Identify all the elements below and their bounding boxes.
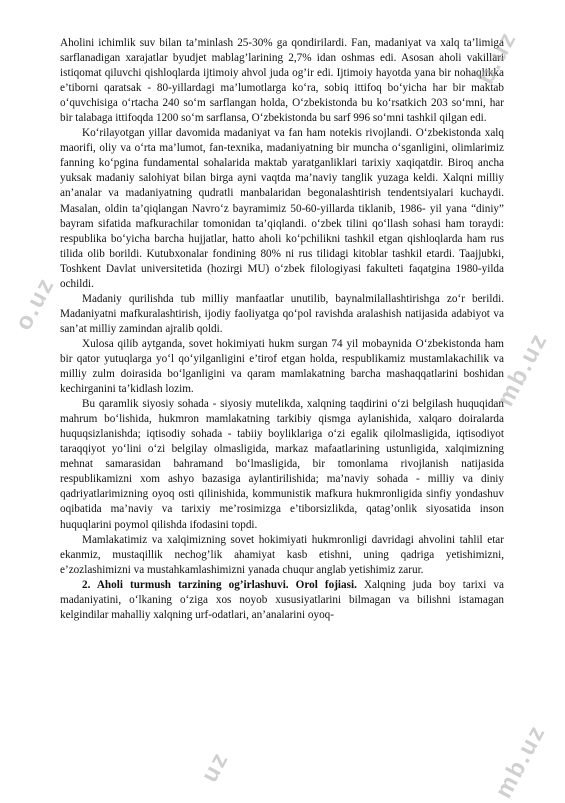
watermark-fragment: mb.uz — [492, 327, 554, 411]
watermark-fragment: mb.uz — [490, 719, 552, 803]
watermark-fragment: o.uz — [10, 272, 61, 335]
section-heading: 2. Aholi turmush tarzining og’irlashuvi. Orol fojiasi. — [82, 578, 357, 591]
paragraph-water-supply: Aholini ichimlik suv bilan ta’minlash 25-30% ga qondirilardi. Fan, madaniyat va xalq ta’limiga sarflanadigan xarajatlar byudjet mablag’larining 2,7% idan oshmas edi. Asosan aholi vakillari istiqomat qiluvchi qishloqlarda ijtimoiy ahvol juda og’ir edi. Ijtimoiy hayotda yana bir nohaqlikka e’tiborni qaratsak - 80-yillardagi ma’lumotlarga ko‘ra, sobiq ittifoq bo‘yicha har bir maktab o‘quvchisiga o‘rtacha 240 so‘m sarflangan holda, O‘zbekistonda bu ko‘rsatkich 203 so‘mni, har bir talabaga ittifoqda 1200 so‘m sarflansa, O‘zbekistonda bu sarf 996 so‘mni tashkil qilgan edi. — [60, 37, 504, 125]
section-paragraph — [60, 578, 504, 623]
watermark-fragment: b.uz — [472, 26, 523, 89]
paragraph-conclusion: Xulosa qilib aytganda, sovet hokimiyati hukm surgan 74 yil mobaynida O‘zbekistonda ham bir qator yutuqlarga yo‘l qo‘yilganligini e’tirof etgan holda, respublikamiz mustamlakachilik va milliy zulm doirasida bo‘lganligini va qaram mamlakatning barcha mashaqqatlarini boshidan kechirganini ta’kidlash lozim. — [60, 337, 504, 396]
section-text: Xalqning juda boy tarixi va madaniyatini, o‘lkaning o‘ziga xos noyob xususiyatlarini bilmagan va bilishni istamagan kelgindilar mahalliy xalqning urf-odatlari, an’analarini oyoq- — [60, 578, 504, 621]
paragraph-culture-science: Ko‘rilayotgan yillar davomida madaniyat va fan ham notekis rivojlandi. O‘zbekistonda xalq maorifi, oliy va o‘rta ma’lumot, fan-texnika, madaniyatning bir muncha o‘sganligini, olimlarimiz fanning ko‘pgina fundamental sohalarida maktab yaratganliklari tarixiy xaqiqatdir. Biroq ancha yuksak madaniy salohiyat bilan birga ayni vaqtda ma’naviy tanglik yuzaga keldi. Xalqni milliy an’analar va madaniyatning qudratli manbalaridan begonalashtirish tendentsiyalari kuchaydi. Masalan, oldin ta’qiqlangan Navro‘z bayramimiz 50-60-yillarda tiklanib, 1986- yil yana “diniy” bayram sifatida mafkurachilar tomonidan ta’qiqlandi. o‘zbek tilini qo‘llash sohasi ham toraydi: respublika bo‘yicha barcha hujjatlar, hatto aholi ko‘pchilikni tashkil etgan qishloqlarda ham rus tilida olib borildi. Kutubxonalar fondining 80% ni rus tilidagi kitoblar tashkil etardi. Taajjubki, Toshkent Davlat universitetida (hozirgi MU) o‘zbek filologiyasi fakulteti faqatgina 1980-yilda ochildi. — [60, 127, 504, 290]
paragraph-cultural-construction: Madaniy qurilishda tub milliy manfaatlar unutilib, baynalmilallashtirishga zo‘r berildi. Madaniyatni mafkuralashtirish, ijodiy faoliyatga qo‘pol ravishda aralashish natijasida adabiyot va san’at milliy zamindan ajralib qoldi. — [60, 292, 504, 335]
watermark-fragment: uz — [196, 746, 235, 787]
paragraph-independence: Mamlakatimiz va xalqimizning sovet hokimiyati hukmronligi davridagi ahvolini tahlil etar ekanmiz, mustaqillik nechog’lik ahamiyat kasb etishni, uning qadriga yetishimizni, e’zozlashimizni va mustahkamlashimizni yanada chuqur anglab yetishimiz zarur. — [60, 533, 504, 576]
paragraph-dependence: Bu qaramlik siyosiy sohada - siyosiy mutelikda, xalqning taqdirini o‘zi belgilash huquqidan mahrum bo‘lishida, hukmron mamlakatning tarkibiy qismga aylanishida, xalqaro doiralarda huquqsizlanishda; iqtisodiy sohada - tabiiy boyliklariga o‘zi egalik qilolmasligida, iqtisodiyot taraqqiyot yo‘lini o‘zi belgilay olmasligida, markaz mafaatlarining ustunligida, xalqimizning mehnat samarasidan bahramand bo‘lmasligida, bir tomonlama rivojlanish natijasida respublikamizni xom ashyo bazasiga aylantirilishida; ma’naviy sohada - milliy va diniy qadriyatlarimizning oyoq osti qilinishida, kommunistik mafkura hukmronligida sinfiy yondashuv oqibatida ma’naviy va tarixiy me’rosimizga e’tiborsizlikda, qatag’onlik siyosatida inson huquqlarini poymol qilishda ifodasini topdi. — [60, 398, 504, 531]
page-body — [60, 36, 504, 623]
